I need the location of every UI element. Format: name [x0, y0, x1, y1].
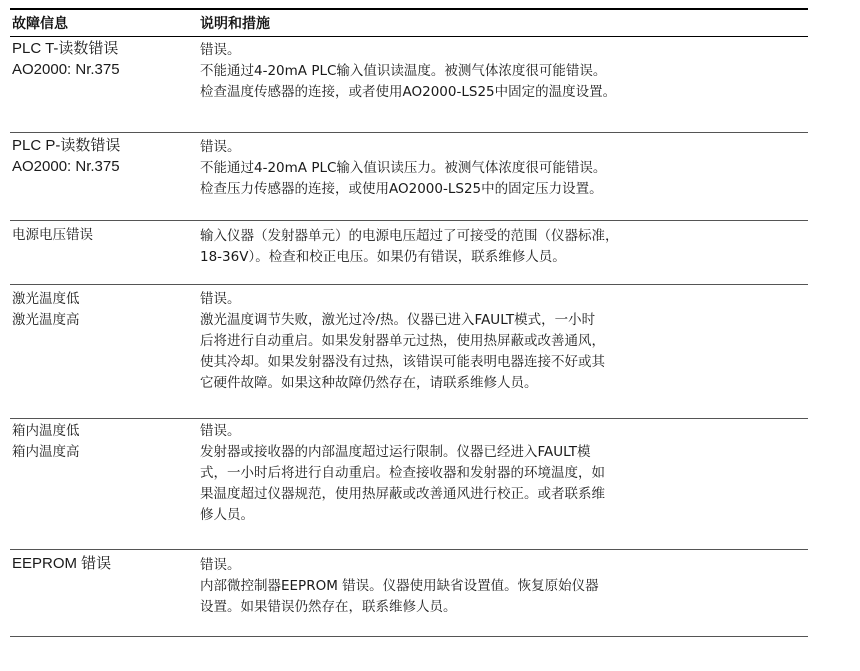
- table-row: [10, 549, 808, 640]
- fault-line: PLC T-读数错误: [12, 40, 119, 57]
- description-cell: [200, 133, 808, 220]
- fault-cell: [10, 419, 200, 549]
- description-line: 错误。: [200, 557, 241, 573]
- table-header: [10, 10, 808, 36]
- header-fault-info: 故障信息: [12, 16, 68, 32]
- fault-cell: [10, 133, 200, 220]
- table-row: [10, 220, 808, 284]
- description-line: 错误。: [200, 42, 241, 58]
- fault-line: 激光温度高: [12, 312, 80, 328]
- description-line: 内部微控制器EEPROM 错误。仪器使用缺省设置值。恢复原始仪器: [200, 578, 599, 594]
- description-cell: [200, 419, 808, 549]
- fault-line: EEPROM 错误: [12, 555, 112, 572]
- description-line: 错误。: [200, 139, 241, 155]
- description-line: 设置。如果错误仍然存在，联系维修人员。: [200, 599, 457, 615]
- fault-line: 箱内温度低: [12, 423, 80, 439]
- description-line: 激光温度调节失败，激光过冷/热。仪器已进入FAULT模式，一小时: [200, 312, 596, 328]
- table-row: [10, 284, 808, 418]
- description-cell: [200, 37, 808, 132]
- fault-cell: [10, 37, 200, 132]
- description-line: 不能通过4-20mA PLC输入值识读压力。被测气体浓度很可能错误。: [200, 160, 607, 176]
- fault-line: 电源电压错误: [12, 227, 93, 243]
- fault-cell: [10, 285, 200, 418]
- description-line: 输入仪器（发射器单元）的电源电压超过了可接受的范围（仪器标准，: [200, 228, 619, 244]
- fault-line: AO2000: Nr.375: [12, 61, 120, 78]
- description-cell: [200, 285, 808, 418]
- description-line: 发射器或接收器的内部温度超过运行限制。仪器已经进入FAULT模: [200, 444, 591, 460]
- table-row: [10, 36, 808, 132]
- description-line: 错误。: [200, 291, 241, 307]
- description-cell: [200, 221, 808, 284]
- description-line: 18-36V）。检查和校正电压。如果仍有错误，联系维修人员。: [200, 249, 566, 265]
- description-line: 不能通过4-20mA PLC输入值识读温度。被测气体浓度很可能错误。: [200, 63, 607, 79]
- table-row: [10, 418, 808, 549]
- fault-cell: [10, 550, 200, 640]
- header-description-action: 说明和措施: [200, 16, 270, 32]
- fault-line: 箱内温度高: [12, 444, 80, 460]
- description-line: 使其冷却。如果发射器没有过热，该错误可能表明电器连接不好或其: [200, 354, 605, 370]
- description-line: 修人员。: [200, 507, 254, 523]
- description-cell: [200, 550, 808, 640]
- description-line: 检查温度传感器的连接，或者使用AO2000-LS25中固定的温度设置。: [200, 84, 617, 100]
- fault-line: PLC P-读数错误: [12, 137, 121, 154]
- table-bottom-rule: [10, 636, 808, 637]
- description-line: 它硬件故障。如果这种故障仍然存在，请联系维修人员。: [200, 375, 538, 391]
- fault-table: [10, 8, 808, 640]
- description-line: 错误。: [200, 423, 241, 439]
- fault-line: 激光温度低: [12, 291, 80, 307]
- fault-line: AO2000: Nr.375: [12, 158, 120, 175]
- description-line: 检查压力传感器的连接，或使用AO2000-LS25中的固定压力设置。: [200, 181, 603, 197]
- description-line: 后将进行自动重启。如果发射器单元过热，使用热屏蔽或改善通风，: [200, 333, 605, 349]
- fault-cell: [10, 221, 200, 284]
- table-row: [10, 132, 808, 220]
- description-line: 果温度超过仪器规范，使用热屏蔽或改善通风进行校正。或者联系维: [200, 486, 605, 502]
- description-line: 式，一小时后将进行自动重启。检查接收器和发射器的环境温度，如: [200, 465, 605, 481]
